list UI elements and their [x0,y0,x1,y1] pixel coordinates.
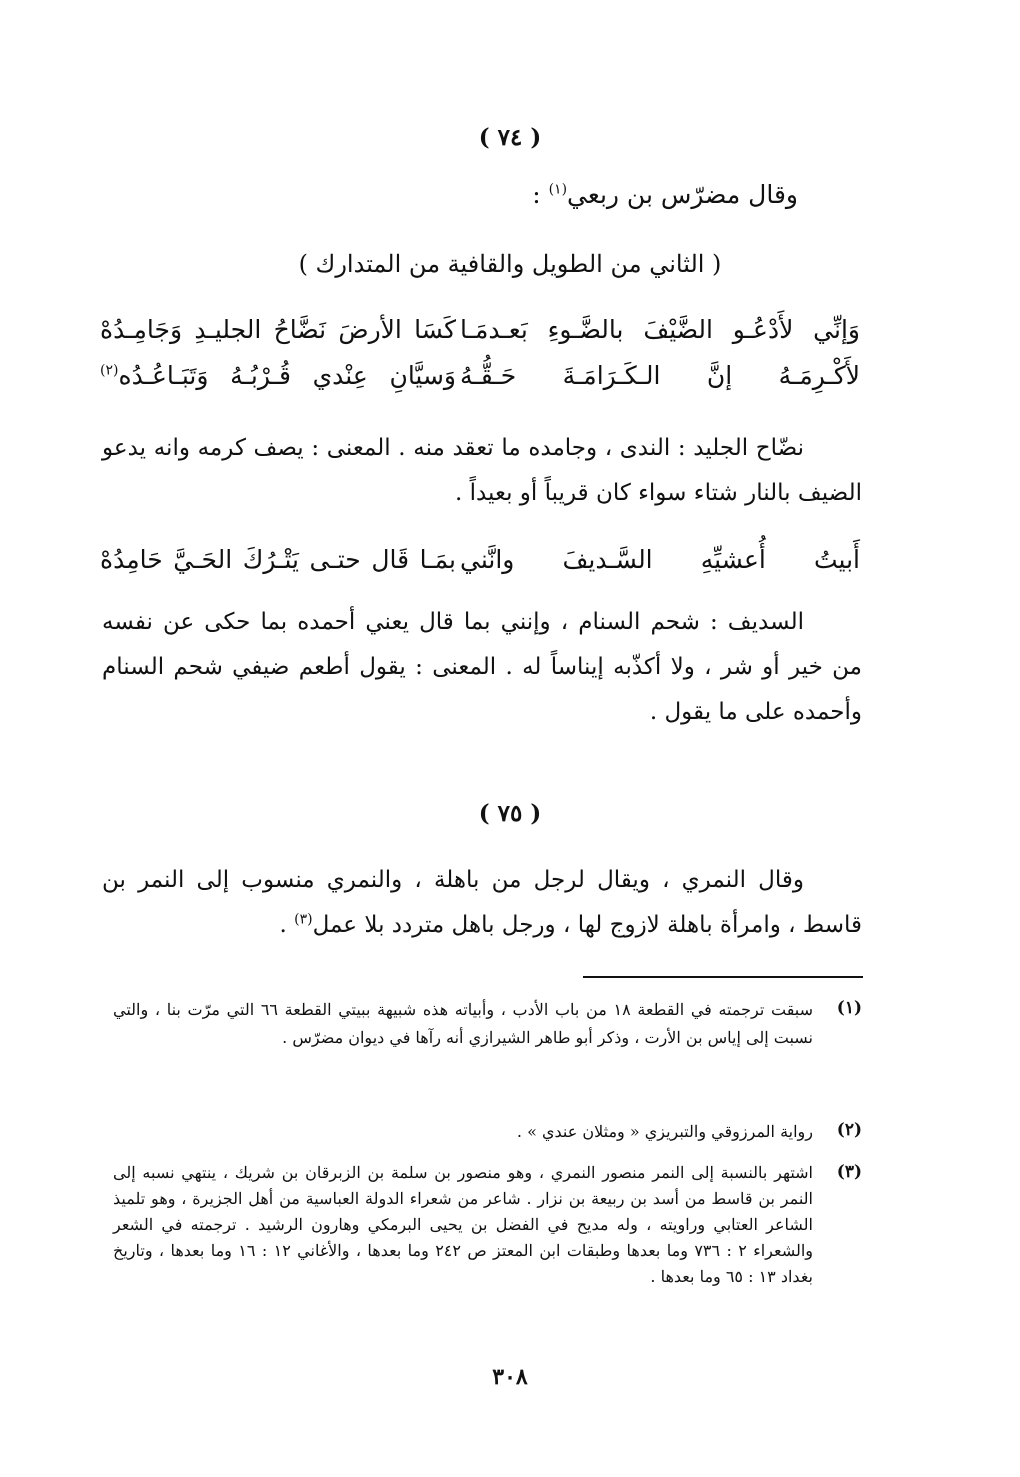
section-74-intro [532,180,798,209]
footnote-2-number: (٢) [836,1120,862,1140]
footnote-ref-2: (٢) [100,362,119,379]
intro-text: وقال مضرّس بن ربعي [567,180,798,209]
footnote-ref-1: (١) [548,181,568,198]
intro-colon: : [532,180,549,209]
footnote-3-text: اشتهر بالنسبة إلى النمر منصور النمري ، وهو منصور بن سلمة بن الزبرقان بن شريك ، ينتهي نسبه إلى النمر بن قاسط من أسد بن ربيعة بن نزار . شاعر من شعراء الدولة العباسية من أهل الجزيرة ، وهو تلميذ الشاعر العتابي وراويته ، وله مديح في الفضل بن يحيى البرمكي وهارون الرشيد . ترجمته في الشعر والشعراء ٢ : ٧٣٦ وما بعدها وطبقات ابن المعتز ص ٢٤٢ وما بعدها ، والأغاني ١٢ : ١٦ وما بعدها ، وتاريخ بغداد ١٣ : ٦٥ وما بعدها . [113,1163,814,1286]
footnote-ref-3: (٣) [294,911,313,928]
page-number: ٣٠٨ [492,1364,528,1390]
gloss-1: نضّاح الجليد : الندى ، وجامده ما تعقد منه . المعنى : يصف كرمه وانه يدعو الضيف بالنار شتاء سواء كان قريباً أو بعيداً . [102,435,862,506]
section-75-body: وقال النمري ، ويقال لرجل من باهلة ، والنمري منسوب إلى النمر بن قاسط ، وامرأة باهلة لازوج لها ، ورجل باهل متردد بلا عمل [102,867,862,938]
section-75-text [102,858,862,948]
verse-2-second-hemistich-text: وَسيَّانِ عِنْدي قُـرْبُـهُ وَتَبَـاعُـدُه [118,361,456,390]
verse-2-second-hemistich [100,361,456,390]
verse-3-first-hemistich: أَبيتُ أُعشيِّهِ السَّـديفَ وانَّني [460,545,860,574]
footnote-separator [583,976,863,978]
section-75-end: . [279,912,295,938]
gloss-2: السديف : شحم السنام ، وإنني بما قال يعني أحمده بما حكى عن نفسه من خير أو شر ، ولا أكذّبه إيناساً له . المعنى : يقول أطعم ضيفي شحم السنام وأحمده على ما يقول . [102,609,862,725]
footnote-2-text: رواية المرزوقي والتبريزي « ومثلان عندي » . [516,1122,813,1141]
footnote-1-number: (١) [836,998,862,1018]
verse-3-second-hemistich: بمَـا قَال حتـى يَتْـرُكَ الحَـيَّ حَامِدُهْ [100,545,456,574]
verse-1-first-hemistich: وَإنِّي لأَدْعُـو الضَّيْفَ بالضَّـوءِ بَعـدمَـا [460,315,860,344]
verse-2-first-hemistich: لأَكْـرِمَـهُ إنَّ الـكَـرَامَـةَ حَـقُّـهُ [460,361,860,390]
section-75-heading: ( ٧٥ ) [478,800,542,827]
meter-note: ( الثاني من الطويل والقافية من المتدارك ) [298,250,722,278]
footnote-3-number: (٣) [836,1162,862,1182]
verse-1-second-hemistich: كَسَا الأرضَ نَضَّاحُ الجليـدِ وَجَامِـدُهْ [100,315,456,344]
section-74-heading: ( ٧٤ ) [478,124,542,151]
footnote-1-text: سبقت ترجمته في القطعة ١٨ من باب الأدب ، وأبياته هذه شبيهة ببيتي القطعة ٦٦ التي مرّت بنا ، والتي نسبت إلى إياس بن الأرت ، وذكر أبو طاهر الشيرازي أنه رآها في ديوان مضرّس . [113,1000,814,1047]
